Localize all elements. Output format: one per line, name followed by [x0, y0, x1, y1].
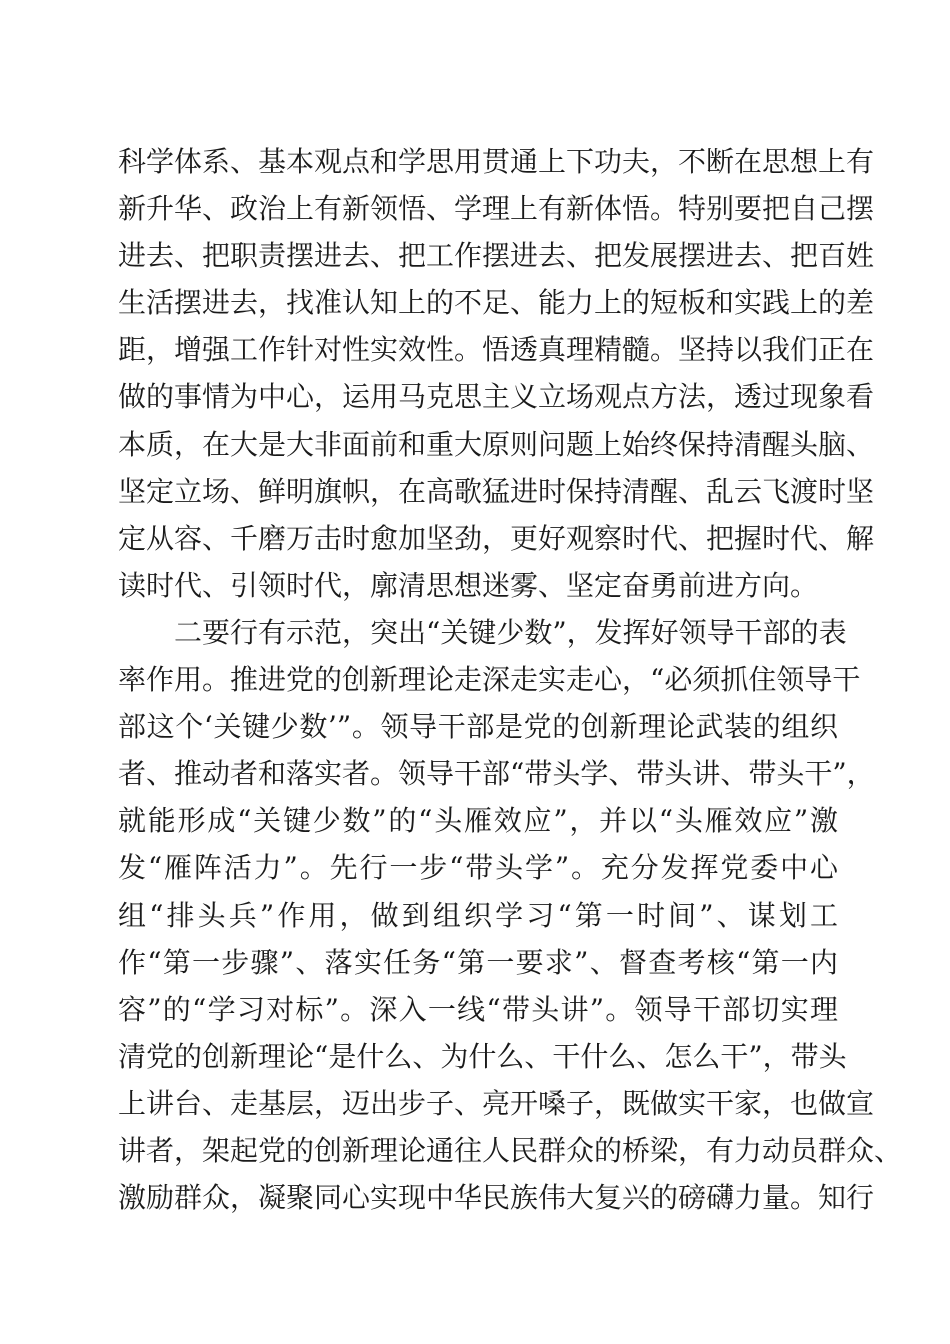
text-line: 讲者，架起党的创新理论通往人民群众的桥梁，有力动员群众、	[118, 1133, 903, 1167]
text-line: 率作用。推进党的创新理论走深走实走心，“必须抓住领导干	[118, 663, 861, 697]
text-line: 进去、把职责摆进去、把工作摆进去、把发展摆进去、把百姓	[118, 239, 875, 273]
text-line: 者、推动者和落实者。领导干部“带头学、带头讲、带头干”，	[118, 757, 875, 791]
text-line: 距，增强工作针对性实效性。悟透真理精髓。坚持以我们正在	[118, 333, 875, 367]
text-line: 新升华、政治上有新领悟、学理上有新体悟。特别要把自己摆	[118, 192, 875, 226]
text-line: 作“第一步骤”、落实任务“第一要求”、督查考核“第一内	[118, 945, 838, 979]
text-line: 清党的创新理论“是什么、为什么、干什么、怎么干”，带头	[118, 1039, 847, 1073]
text-line: 本质，在大是大非面前和重大原则问题上始终保持清醒头脑、	[118, 427, 875, 461]
text-line: 坚定立场、鲜明旗帜，在高歌猛进时保持清醒、乱云飞渡时坚	[118, 474, 875, 508]
text-line: 容”的“学习对标”。深入一线“带头讲”。领导干部切实理	[118, 992, 838, 1026]
paragraph-start-line: 二要行有示范，突出“关键少数”，发挥好领导干部的表	[174, 615, 847, 649]
text-line: 生活摆进去，找准认知上的不足、能力上的短板和实践上的差	[118, 286, 875, 320]
text-line: 组“排头兵”作用，做到组织学习“第一时间”、谋划工	[118, 898, 838, 932]
text-line: 上讲台、走基层，迈出步子、亮开嗓子，既做实干家，也做宣	[118, 1086, 875, 1120]
paragraph-end-line: 读时代、引领时代，廓清思想迷雾、坚定奋勇前进方向。	[118, 568, 819, 602]
text-line: 激励群众，凝聚同心实现中华民族伟大复兴的磅礴力量。知行	[118, 1181, 875, 1215]
text-line: 科学体系、基本观点和学思用贯通上下功夫，不断在思想上有	[118, 145, 875, 178]
text-line: 发“雁阵活力”。先行一步“带头学”。充分发挥党委中心	[118, 851, 838, 885]
body-text	[118, 138, 903, 1221]
text-line: 部这个‘关键少数’”。领导干部是党的创新理论武装的组织	[118, 710, 838, 744]
text-line: 定从容、千磨万击时愈加坚劲，更好观察时代、把握时代、解	[118, 521, 875, 555]
text-line: 做的事情为中心，运用马克思主义立场观点方法，透过现象看	[118, 380, 875, 414]
text-line: 就能形成“关键少数”的“头雁效应”，并以“头雁效应”激	[118, 804, 838, 838]
